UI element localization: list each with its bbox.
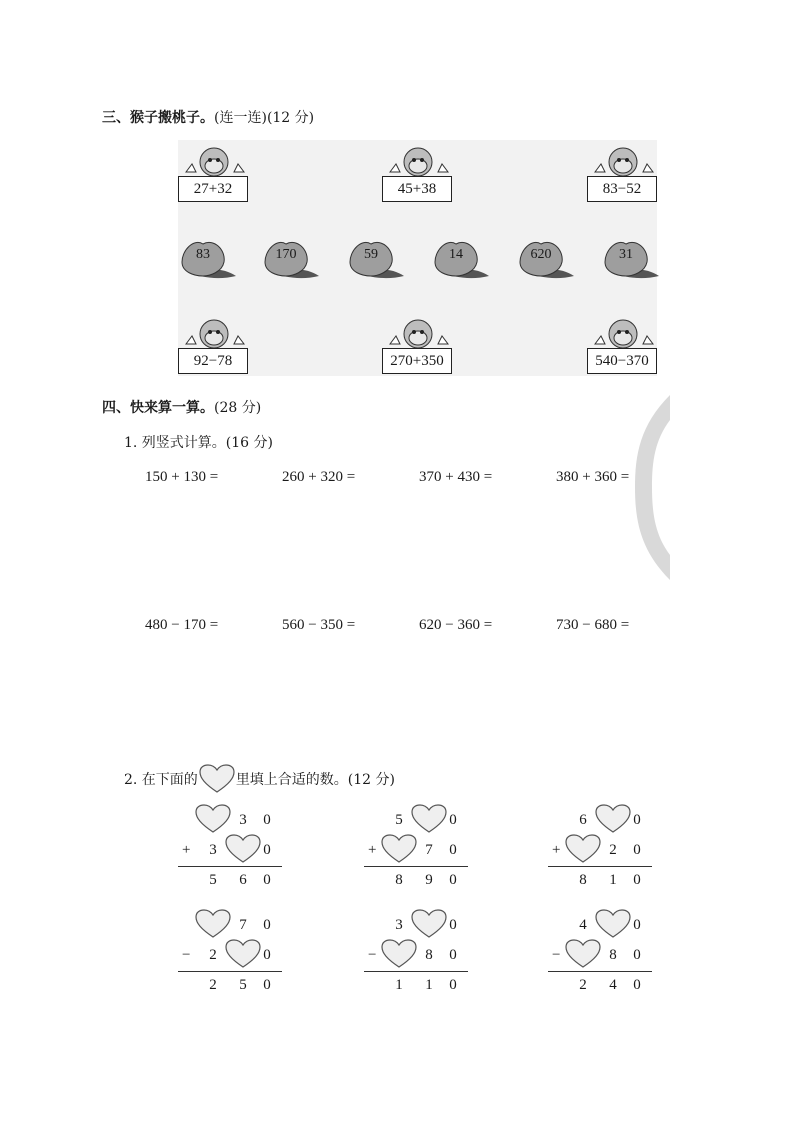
digit: 0	[449, 812, 457, 828]
digit: 0	[449, 917, 457, 933]
digit: 6	[579, 812, 587, 828]
digit: 8	[609, 947, 617, 963]
vertical-calc-expression: 260 + 320 =	[282, 469, 356, 485]
sum-line	[178, 971, 282, 972]
digit: 0	[449, 947, 457, 963]
digit: 4	[579, 917, 587, 933]
monkey-expression: 540−370	[587, 348, 657, 374]
monkey-expression: 92−78	[178, 348, 248, 374]
digit: 0	[263, 947, 271, 963]
section-3-heading	[102, 107, 314, 127]
question-2-label-before: 2. 在下面的	[124, 772, 198, 788]
monkey-card[interactable]	[382, 314, 452, 374]
monkey-expression: 27+32	[178, 176, 248, 202]
decorative-arc	[630, 395, 670, 580]
peach[interactable]	[518, 238, 574, 282]
operator: +	[552, 842, 561, 858]
heart-blank[interactable]	[195, 909, 231, 939]
digit: 0	[263, 872, 271, 888]
vertical-calc-expression: 730 − 680 =	[556, 617, 630, 633]
peach[interactable]	[433, 238, 489, 282]
heart-blank[interactable]	[195, 804, 231, 834]
digit: 0	[633, 872, 641, 888]
monkey-card[interactable]	[382, 142, 452, 202]
peach-number: 31	[619, 247, 633, 262]
section-3-note: (连一连)	[214, 110, 267, 126]
digit: 2	[579, 977, 587, 993]
operator: −	[182, 947, 191, 963]
digit: 0	[449, 872, 457, 888]
vertical-calc-expression: 150 + 130 =	[145, 469, 219, 485]
digit: 6	[239, 872, 247, 888]
section-4-points: (28 分)	[214, 400, 262, 416]
vertical-calc-expression: 480 − 170 =	[145, 617, 219, 633]
digit: 8	[395, 872, 403, 888]
digit: 7	[239, 917, 247, 933]
sum-line	[548, 971, 652, 972]
section-4-title: 四、快来算一算。	[102, 400, 214, 416]
heart-puzzle	[548, 911, 652, 1021]
monkey-expression: 83−52	[587, 176, 657, 202]
digit: 5	[209, 872, 217, 888]
monkey-card[interactable]	[587, 314, 657, 374]
digit: 0	[633, 977, 641, 993]
monkey-card[interactable]	[178, 142, 248, 202]
peach-number: 59	[364, 247, 378, 262]
heart-icon	[199, 764, 235, 794]
digit: 8	[425, 947, 433, 963]
peach-number: 170	[275, 247, 297, 262]
peach[interactable]	[263, 238, 319, 282]
peach-number: 14	[449, 247, 463, 262]
section-4-heading	[102, 397, 261, 417]
digit: 0	[633, 812, 641, 828]
heart-puzzle	[548, 806, 652, 916]
peach[interactable]	[603, 238, 659, 282]
sum-line	[364, 971, 468, 972]
digit: 5	[239, 977, 247, 993]
digit: 7	[425, 842, 433, 858]
digit: 0	[633, 917, 641, 933]
digit: 9	[425, 872, 433, 888]
sum-line	[178, 866, 282, 867]
question-1-label: 1. 列竖式计算。(16 分)	[124, 435, 273, 451]
digit: 4	[609, 977, 617, 993]
section-3-points: (12 分)	[266, 110, 315, 126]
heart-blank[interactable]	[565, 939, 601, 969]
monkey-card[interactable]	[178, 314, 248, 374]
digit: 0	[449, 977, 457, 993]
digit: 0	[449, 842, 457, 858]
digit: 2	[209, 947, 217, 963]
vertical-calc-expression: 380 + 360 =	[556, 469, 630, 485]
monkey-expression: 45+38	[382, 176, 452, 202]
digit: 0	[263, 917, 271, 933]
operator: −	[552, 947, 561, 963]
heart-puzzle	[178, 806, 282, 916]
question-2-label-after: 里填上合适的数。(12 分)	[235, 772, 396, 788]
digit: 1	[609, 872, 617, 888]
digit: 2	[609, 842, 617, 858]
peach-number: 83	[196, 247, 210, 262]
sum-line	[548, 866, 652, 867]
question-2-label	[124, 762, 395, 796]
digit: 0	[263, 842, 271, 858]
digit: 0	[263, 812, 271, 828]
monkey-card[interactable]	[587, 142, 657, 202]
vertical-calc-expression: 620 − 360 =	[419, 617, 493, 633]
vertical-calc-expression: 560 − 350 =	[282, 617, 356, 633]
sum-line	[364, 866, 468, 867]
digit: 3	[395, 917, 403, 933]
monkey-expression: 270+350	[382, 348, 452, 374]
digit: 0	[263, 977, 271, 993]
operator: −	[368, 947, 377, 963]
section-3-title: 三、猴子搬桃子。	[102, 110, 214, 126]
digit: 1	[425, 977, 433, 993]
digit: 3	[209, 842, 217, 858]
peach[interactable]	[348, 238, 404, 282]
digit: 8	[579, 872, 587, 888]
digit: 1	[395, 977, 403, 993]
digit: 3	[239, 812, 247, 828]
digit: 2	[209, 977, 217, 993]
vertical-calc-expression: 370 + 430 =	[419, 469, 493, 485]
digit: 0	[633, 947, 641, 963]
heart-puzzle	[364, 806, 468, 916]
operator: +	[182, 842, 191, 858]
heart-blank[interactable]	[381, 939, 417, 969]
heart-puzzle	[178, 911, 282, 1021]
peach-number: 620	[530, 247, 552, 262]
digit: 5	[395, 812, 403, 828]
heart-blank[interactable]	[565, 834, 601, 864]
heart-blank[interactable]	[381, 834, 417, 864]
monkey-peach-panel	[178, 140, 657, 376]
operator: +	[368, 842, 377, 858]
heart-puzzle	[364, 911, 468, 1021]
digit: 0	[633, 842, 641, 858]
peach[interactable]	[180, 238, 236, 282]
